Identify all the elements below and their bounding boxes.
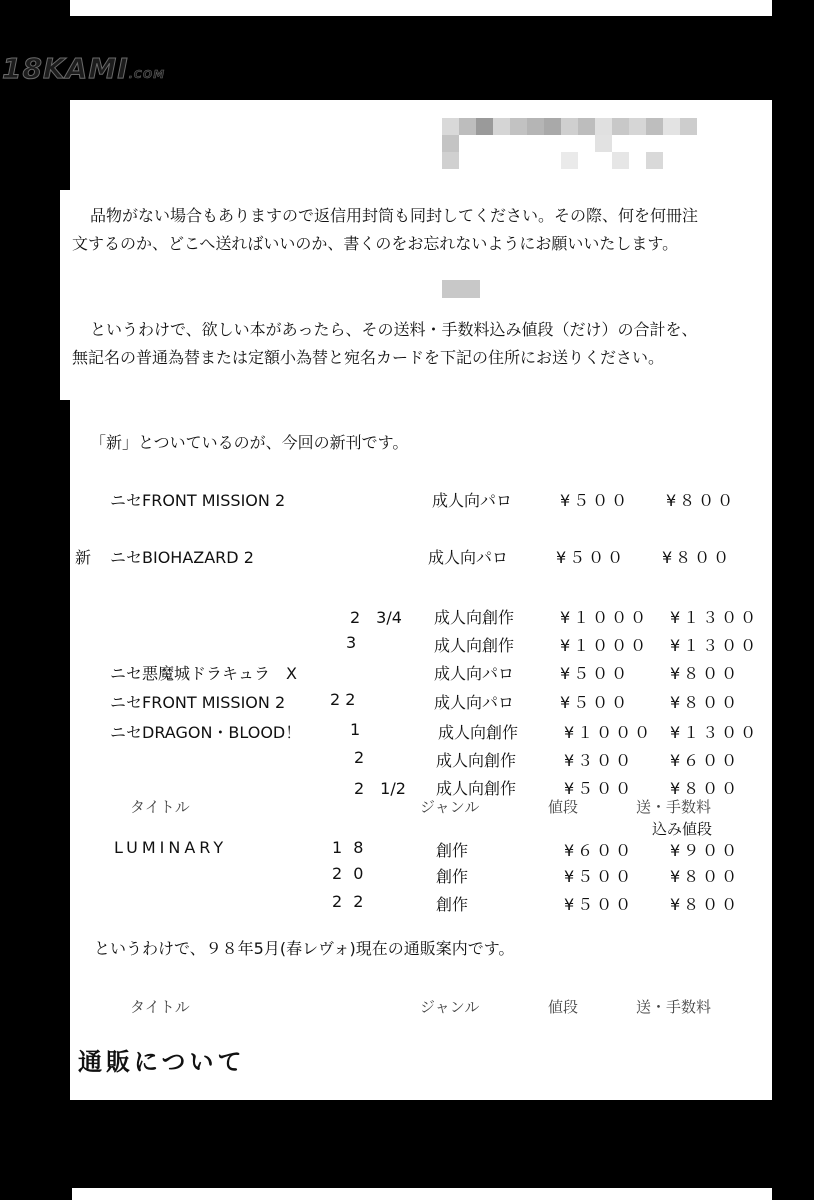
price-row [0, 633, 814, 655]
row-vol: 2 3/4 [350, 608, 402, 627]
header-price: 値段 [548, 998, 579, 1016]
row-vol: 3 [346, 633, 357, 652]
row-genre: 創作 [436, 841, 469, 860]
row-total: ¥１３００ [670, 608, 760, 627]
table-header [0, 800, 814, 814]
row-total: ¥１３００ [670, 723, 760, 742]
new-item-row [0, 545, 814, 569]
row-vol: 2 2 [330, 690, 356, 709]
cut-row-total: ¥８００ [666, 491, 737, 510]
section-heading: 通販について [78, 1048, 246, 1076]
row-vol: 2 0 [332, 864, 367, 883]
header-shipping: 送・手数料 [636, 798, 712, 816]
header-title: タイトル [130, 798, 190, 816]
row-price: ¥６００ [564, 841, 635, 860]
row-total: ¥６００ [670, 751, 741, 770]
header-price: 値段 [548, 798, 579, 816]
price-row [0, 776, 814, 798]
row-total: ¥８００ [670, 664, 741, 683]
row-genre: 成人向パロ [434, 693, 515, 712]
header-genre: ジャンル [420, 798, 480, 816]
luminary-row [0, 864, 814, 886]
row-genre: 成人向創作 [436, 779, 517, 798]
row-vol: 1 [350, 720, 361, 739]
new-item-title: ニセBIOHAZARD 2 [110, 548, 254, 567]
new-item-genre: 成人向パロ [428, 548, 509, 567]
row-price: ¥５００ [560, 693, 631, 712]
row-price: ¥１０００ [564, 723, 654, 742]
row-total: ¥９００ [670, 841, 741, 860]
paragraph-return-envelope-line2: 文するのか、どこへ送ればいいのか、書くのをお忘れないようにお願いいたします。 [72, 234, 679, 253]
row-total: ¥１３００ [670, 636, 760, 655]
new-item-price: ¥５００ [556, 548, 627, 567]
row-total: ¥８００ [670, 895, 741, 914]
row-genre: 成人向創作 [438, 723, 519, 742]
row-total: ¥８００ [670, 867, 741, 886]
table-header-cut [0, 996, 814, 1016]
luminary-row-cut [0, 892, 814, 914]
row-genre: 成人向創作 [434, 636, 515, 655]
header-genre: ジャンル [420, 998, 480, 1016]
row-price: ¥５００ [564, 867, 635, 886]
price-row [0, 661, 814, 683]
row-genre: 成人向創作 [436, 751, 517, 770]
row-title: ニセFRONT MISSION 2 [110, 693, 286, 712]
paragraph-new-marker-note: 「新」とついているのが、今回の新刊です。 [90, 433, 409, 452]
new-item-total: ¥８００ [662, 548, 733, 567]
row-total: ¥８００ [670, 693, 741, 712]
row-genre: 創作 [436, 867, 469, 886]
censor-mosaic-small [442, 280, 480, 298]
row-genre: 創作 [436, 895, 469, 914]
header-title: タイトル [130, 998, 190, 1016]
header-shipping: 送・手数料 [636, 998, 712, 1016]
row-price: ¥５００ [560, 664, 631, 683]
row-genre: 成人向パロ [434, 664, 515, 683]
cut-row-top [70, 491, 772, 510]
price-row [0, 720, 814, 742]
watermark-suffix: .COM [128, 68, 166, 81]
censor-mosaic [442, 118, 697, 169]
row-vol: 2 [354, 748, 365, 767]
watermark-logo [2, 52, 165, 85]
paper-strip-top [70, 0, 772, 16]
paragraph-mail-order-info: というわけで、９８年5月(春レヴォ)現在の通販案内です。 [94, 939, 515, 958]
paragraph-return-envelope-line1: 品物がない場合もありますので返信用封筒も同封してください。その際、何を何冊注 [90, 206, 699, 225]
row-price: ¥３００ [564, 751, 635, 770]
row-price: ¥１０００ [560, 636, 650, 655]
row-vol: 2 2 [332, 892, 367, 911]
watermark-main: 18KAMI [2, 52, 129, 85]
paper-strip-bottom [72, 1188, 772, 1200]
luminary-row [0, 838, 814, 860]
row-genre: 成人向創作 [434, 608, 515, 627]
paragraph-payment-line2: 無記名の普通為替または定額小為替と宛名カードを下記の住所にお送りください。 [72, 348, 665, 367]
row-title: LUMINARY [114, 838, 228, 857]
row-total: ¥８００ [670, 779, 741, 798]
row-title: ニセ悪魔城ドラキュラ X [110, 664, 297, 683]
cut-row-genre: 成人向パロ [432, 491, 513, 510]
row-price: ¥５００ [564, 779, 635, 798]
paper-left-extension [60, 190, 80, 400]
row-title: ニセDRAGON・BLOOD！ [110, 723, 302, 742]
paper-right-extension [760, 190, 772, 250]
cut-row-price: ¥５００ [560, 491, 631, 510]
row-price: ¥５００ [564, 895, 635, 914]
paragraph-payment-line1: というわけで、欲しい本があったら、その送料・手数料込み値段（だけ）の合計を、 [90, 320, 698, 339]
row-vol: 2 1/2 [354, 779, 406, 798]
cut-row-title: ニセFRONT MISSION 2 [110, 491, 286, 510]
row-vol: 1 8 [332, 838, 367, 857]
price-row-cut [0, 690, 814, 712]
price-row [0, 748, 814, 770]
new-marker: 新 [75, 548, 92, 567]
row-price: ¥１０００ [560, 608, 650, 627]
header-shipping-line2: 込み値段 [652, 820, 713, 838]
price-row [0, 605, 814, 627]
